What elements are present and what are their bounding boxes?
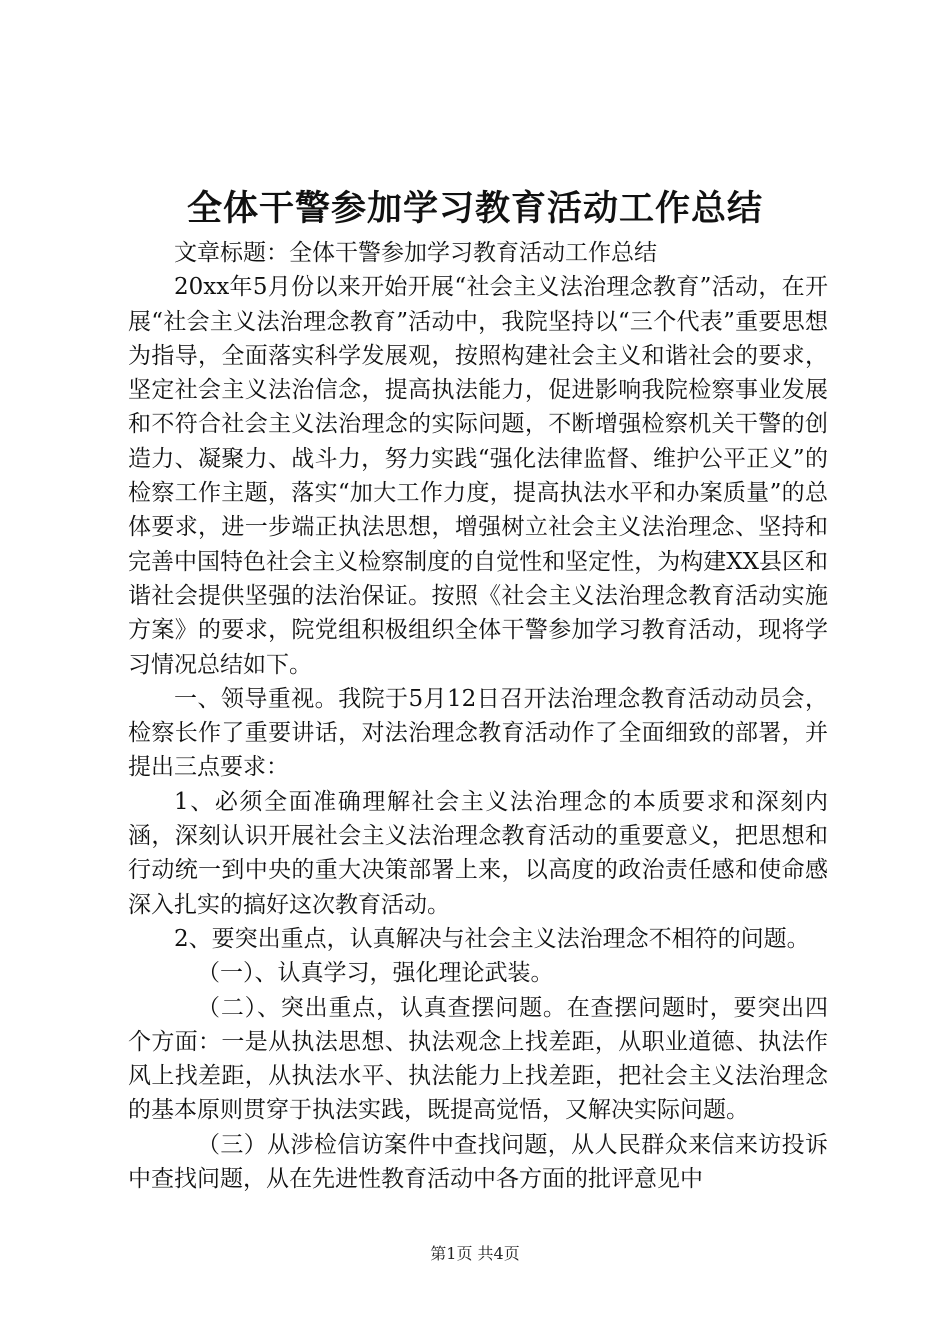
requirement-one-paragraph: 1、必须全面准确理解社会主义法治理念的本质要求和深刻内涵，深刻认识开展社会主义法治理念教育活动的重要意义，把思想和行动统一到中央的重大决策部署上来，以高度的政治责任感和使命感深入扎实的搞好这次教育活动。 — [128, 788, 828, 918]
article-title-line: 文章标题：全体干警参加学习教育活动工作总结 — [174, 240, 657, 266]
intro-paragraph: 20xx年5月份以来开始开展“社会主义法治理念教育”活动，在开展“社会主义法治理念教育”活动中，我院坚持以“三个代表”重要思想为指导，全面落实科学发展观，按照构建社会主义和谐社会的要求，坚定社会主义法治信念，提高执法能力，促进影响我院检察事业发展和不符合社会主义法治理念的实际问题，不断增强检察机关干警的创造力、凝聚力、战斗力，努力实践“强化法律监督、维护公平正义”的检察工作主题，落实“加大工作力度，提高执法水平和办案质量”的总体要求，进一步端正执法思想，增强树立社会主义法治理念、坚持和完善中国特色社会主义检察制度的自觉性和坚定性，为构建XX县区和谐社会提供坚强的法治保证。按照《社会主义法治理念教育活动实施方案》的要求，院党组积极组织全体干警参加学习教育活动，现将学习情况总结如下。 — [128, 274, 828, 678]
page-number-footer: 第1页 共4页 — [430, 1244, 520, 1263]
document-title: 全体干警参加学习教育活动工作总结 — [186, 188, 763, 229]
subsection-one-paragraph: （一）、认真学习，强化理论武装。 — [197, 960, 554, 987]
subsection-three-paragraph: （三）从涉检信访案件中查找问题，从人民群众来信来访投诉中查找问题，从在先进性教育活动中各方面的批评意见中 — [128, 1131, 828, 1193]
document-body — [128, 236, 828, 1196]
subsection-two-paragraph: （二）、突出重点，认真查摆问题。在查摆问题时，要突出四个方面：一是从执法思想、执法观念上找差距，从职业道德、执法作风上找差距，从执法水平、执法能力上找差距，把社会主义法治理念的基本原则贯穿于执法实践，既提高觉悟，又解决实际问题。 — [128, 994, 828, 1124]
section-one-paragraph: 一、领导重视。我院于5月12日召开法治理念教育活动动员会，检察长作了重要讲话，对法治理念教育活动作了全面细致的部署，并提出三点要求： — [128, 685, 828, 781]
requirement-two-paragraph: 2、要突出重点，认真解决与社会主义法治理念不相符的问题。 — [174, 925, 810, 952]
